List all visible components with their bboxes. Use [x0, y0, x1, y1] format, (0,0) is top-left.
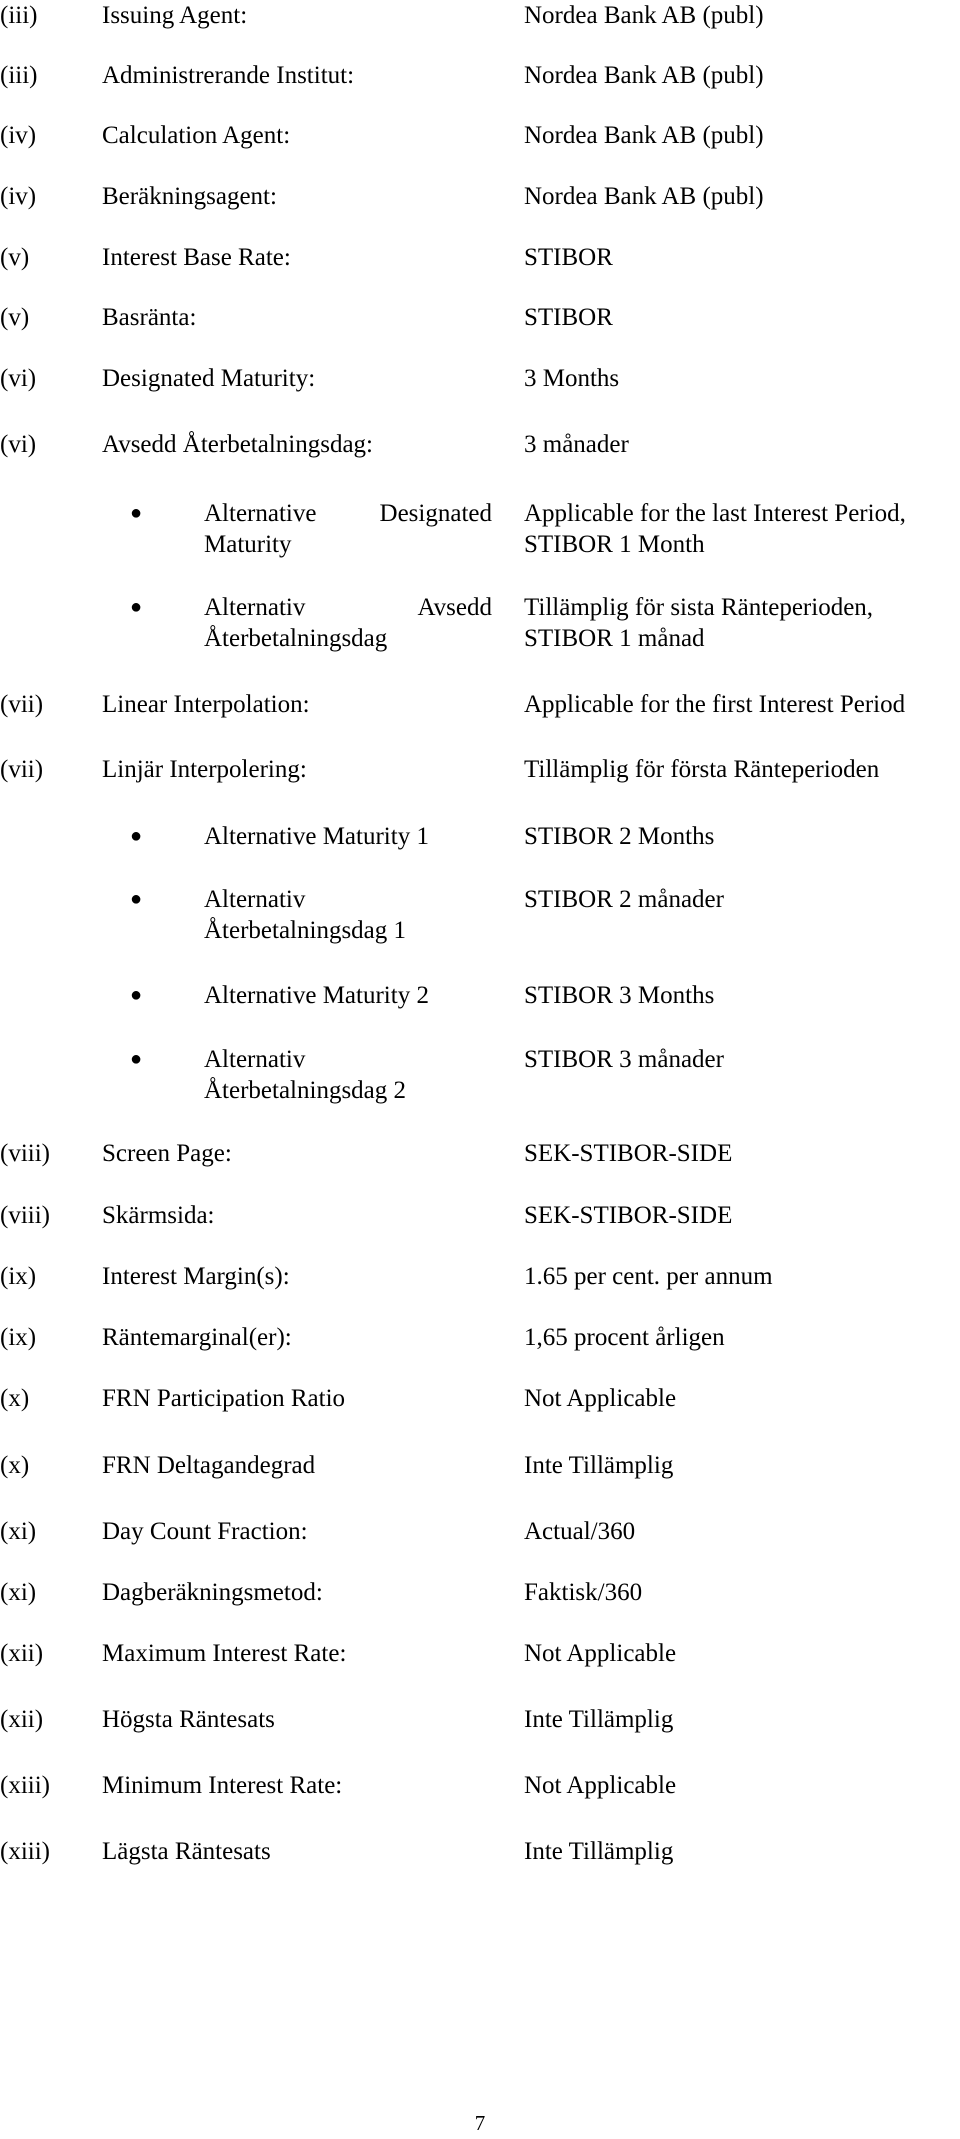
term-label: Maximum Interest Rate:: [102, 1640, 347, 1667]
sub-item-label: Alternative Maturity 2: [204, 982, 429, 1009]
item-number: (xi): [0, 1518, 37, 1545]
sub-item-label: Alternativ Återbetalningsdag 1: [204, 886, 407, 944]
term-label: Minimum Interest Rate:: [102, 1772, 343, 1799]
term-label: FRN Deltagandegrad: [102, 1452, 316, 1479]
item-number: (viii): [0, 1202, 50, 1229]
term-label: Skärmsida:: [102, 1202, 215, 1229]
sub-item-value: STIBOR 3 månader: [524, 1046, 724, 1073]
term-value: STIBOR: [524, 244, 613, 271]
item-number: (v): [0, 304, 30, 331]
item-number: (x): [0, 1452, 30, 1479]
term-value: Actual/360: [524, 1518, 636, 1545]
term-label: Screen Page:: [102, 1140, 232, 1167]
sub-item-value: STIBOR 2 månader: [524, 886, 724, 913]
item-number: (x): [0, 1385, 30, 1412]
term-label: Day Count Fraction:: [102, 1518, 308, 1545]
term-label: Linjär Interpolering:: [102, 756, 307, 783]
sub-item-value: STIBOR 3 Months: [524, 982, 715, 1009]
item-number: (vii): [0, 756, 44, 783]
term-value: 3 Months: [524, 365, 620, 392]
term-value: Not Applicable: [524, 1772, 677, 1799]
bullet-icon: ●: [130, 502, 143, 524]
term-label: Calculation Agent:: [102, 122, 291, 149]
item-number: (ix): [0, 1263, 37, 1290]
term-label: Designated Maturity:: [102, 365, 316, 392]
sub-item-label: Alternativ Avsedd: [204, 594, 492, 621]
term-label: Lägsta Räntesats: [102, 1838, 271, 1865]
term-value: SEK-STIBOR-SIDE: [524, 1140, 733, 1167]
bullet-icon: ●: [130, 888, 143, 910]
term-label: Linear Interpolation:: [102, 691, 310, 718]
sub-item-value: Tillämplig för sista Ränteperioden, STIBOR 1 månad: [524, 594, 874, 652]
item-number: (iv): [0, 183, 37, 210]
term-label: Interest Margin(s):: [102, 1263, 290, 1290]
item-number: (iii): [0, 2, 38, 29]
sub-item-label-line2: Maturity: [204, 531, 292, 558]
term-value: Nordea Bank AB (publ): [524, 62, 764, 89]
item-number: (viii): [0, 1140, 50, 1167]
term-value: STIBOR: [524, 304, 613, 331]
term-value: Not Applicable: [524, 1640, 677, 1667]
term-label: Interest Base Rate:: [102, 244, 291, 271]
term-label: Issuing Agent:: [102, 2, 248, 29]
sub-item-value: STIBOR 2 Months: [524, 823, 715, 850]
term-value: Nordea Bank AB (publ): [524, 183, 764, 210]
term-label: Räntemarginal(er):: [102, 1324, 292, 1351]
item-number: (xiii): [0, 1772, 50, 1799]
sub-item-label: Alternative Designated: [204, 500, 492, 527]
item-number: (vi): [0, 365, 37, 392]
term-label: Avsedd Återbetalningsdag:: [102, 431, 373, 458]
item-number: (v): [0, 244, 30, 271]
sub-item-label-line2: Återbetalningsdag: [204, 625, 388, 652]
bullet-icon: ●: [130, 984, 143, 1006]
term-value: Nordea Bank AB (publ): [524, 2, 764, 29]
item-number: (xii): [0, 1640, 44, 1667]
term-value: Inte Tillämplig: [524, 1838, 674, 1865]
term-value: Inte Tillämplig: [524, 1452, 674, 1479]
sub-item-label: Alternative Maturity 1: [204, 823, 429, 850]
bullet-icon: ●: [130, 1048, 143, 1070]
item-number: (iv): [0, 122, 37, 149]
term-label: Basränta:: [102, 304, 197, 331]
term-label: Beräkningsagent:: [102, 183, 277, 210]
term-value: 3 månader: [524, 431, 629, 458]
item-number: (vi): [0, 431, 37, 458]
term-value: Tillämplig för första Ränteperioden: [524, 756, 880, 783]
term-label: Högsta Räntesats: [102, 1706, 275, 1733]
term-label: FRN Participation Ratio: [102, 1385, 346, 1412]
term-value: Faktisk/360: [524, 1579, 643, 1606]
page-number: 7: [474, 2111, 486, 2135]
item-number: (iii): [0, 62, 38, 89]
bullet-icon: ●: [130, 596, 143, 618]
term-value: Nordea Bank AB (publ): [524, 122, 764, 149]
sub-item-value: Applicable for the last Interest Period, STIBOR 1 Month: [524, 500, 906, 558]
bullet-icon: ●: [130, 825, 143, 847]
term-value: Inte Tillämplig: [524, 1706, 674, 1733]
term-value: Applicable for the first Interest Period: [524, 691, 906, 718]
sub-item-label: Alternativ Återbetalningsdag 2: [204, 1046, 407, 1104]
item-number: (ix): [0, 1324, 37, 1351]
item-number: (vii): [0, 691, 44, 718]
item-number: (xii): [0, 1706, 44, 1733]
term-value: 1,65 procent årligen: [524, 1324, 725, 1351]
item-number: (xi): [0, 1579, 37, 1606]
term-label: Dagberäkningsmetod:: [102, 1579, 323, 1606]
term-value: 1.65 per cent. per annum: [524, 1263, 773, 1290]
term-label: Administrerande Institut:: [102, 62, 355, 89]
term-value: SEK-STIBOR-SIDE: [524, 1202, 733, 1229]
term-value: Not Applicable: [524, 1385, 677, 1412]
item-number: (xiii): [0, 1838, 50, 1865]
